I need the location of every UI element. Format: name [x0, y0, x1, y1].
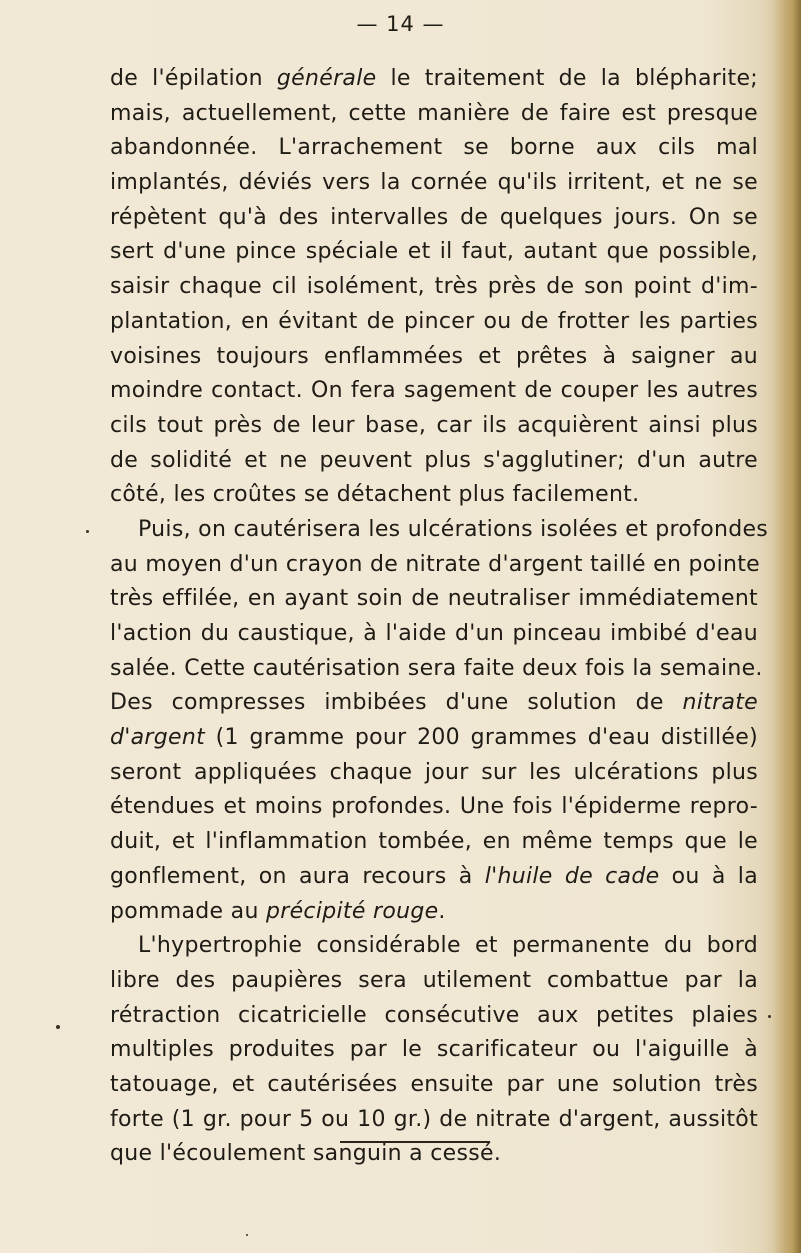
italic-run: générale — [276, 66, 377, 91]
text-line — [110, 478, 758, 513]
paper-speck — [768, 1015, 771, 1018]
text-run: seront appliquées chaque jour sur les ulcérations plus — [110, 759, 758, 785]
text-run: de l'épilation — [110, 66, 277, 91]
end-rule — [340, 1141, 490, 1143]
text-run: cils tout près de leur base, car ils acquièrent ainsi plus — [110, 412, 758, 438]
text-line — [110, 62, 758, 97]
italic-run: l'huile de cade — [484, 863, 660, 889]
text-line — [110, 235, 758, 270]
text-line — [110, 548, 758, 583]
text-run: (1 gramme pour 200 grammes d'eau distillée) — [205, 725, 758, 751]
text-run: forte (1 gr. pour 5 ou 10 gr.) de nitrate d'argent, aussitôt — [110, 1106, 758, 1132]
text-line — [110, 270, 758, 305]
paper-speck — [86, 530, 89, 533]
text-line — [110, 1033, 758, 1068]
text-run: l'action du caustique, à l'aide d'un pinceau imbibé d'eau — [110, 621, 758, 646]
text-run: gonflement, on aura recours à — [110, 863, 485, 889]
text-line — [110, 929, 758, 964]
text-run: saisir chaque cil isolément, très près de son point d'im- — [110, 274, 758, 300]
italic-run: précipité rouge — [265, 898, 439, 924]
text-line — [110, 860, 758, 895]
text-line — [110, 201, 758, 236]
text-run: salée. Cette cautérisation sera faite deux fois la semaine. — [110, 655, 763, 681]
text-line — [110, 617, 758, 652]
text-line — [110, 756, 758, 791]
text-run: implantés, déviés vers la cornée qu'ils irritent, et ne se — [110, 170, 758, 196]
italic-run: nitrate — [682, 690, 758, 716]
page-edge-shadow — [773, 0, 801, 1253]
text-line — [110, 721, 758, 756]
text-run: multiples produites par le scarificateur ou l'aiguille à — [110, 1037, 758, 1063]
text-run: Puis, on cautérisera les ulcérations isolées et profondes — [138, 516, 769, 542]
text-run: de solidité et ne peuvent plus s'agglutiner; d'un autre — [110, 447, 758, 473]
text-run: duit, et l'inflammation tombée, en même temps que le — [110, 829, 758, 855]
text-line — [110, 513, 769, 548]
page-number: — 14 — — [356, 12, 445, 36]
text-run: abandonnée. L'arrachement se borne aux cils mal — [110, 135, 758, 161]
text-run: pommade au — [110, 898, 266, 924]
text-run: libre des paupières sera utilement combattue par la — [110, 967, 758, 993]
text-line — [110, 444, 758, 479]
text-run: moindre contact. On fera sagement de couper les autres — [110, 378, 758, 404]
text-run: plantation, en évitant de pincer ou de frotter les parties — [110, 308, 758, 334]
body-text — [110, 62, 769, 1172]
text-line — [110, 374, 758, 409]
text-run: voisines toujours enflammées et prêtes à saigner au — [110, 343, 758, 369]
text-line — [110, 1068, 758, 1103]
text-run: Des compresses imbibées d'une solution de — [110, 690, 683, 716]
text-line — [110, 895, 758, 930]
paper-speck — [246, 1234, 248, 1236]
text-line — [110, 999, 758, 1034]
text-run: très effilée, en ayant soin de neutraliser immédiatement — [110, 586, 758, 612]
text-run: étendues et moins profondes. Une fois l'épiderme repro- — [110, 794, 758, 820]
text-run: tatouage, et cautérisées ensuite par une solution très — [110, 1071, 758, 1097]
text-line — [110, 582, 758, 617]
text-line — [110, 409, 758, 444]
text-run: L'hypertrophie considérable et permanente du bord — [138, 933, 758, 959]
italic-run: d'argent — [110, 725, 206, 751]
text-line — [110, 790, 758, 825]
text-run: que l'écoulement sanguin a cessé. — [110, 1141, 502, 1167]
text-run: rétraction cicatricielle consécutive aux petites plaies — [110, 1002, 758, 1028]
text-line — [110, 305, 758, 340]
text-line — [110, 1103, 758, 1138]
text-run: sert d'une pince spéciale et il faut, autant que possible, — [110, 239, 758, 265]
text-line — [110, 652, 763, 687]
text-run: le traitement de la blépharite; — [376, 66, 758, 91]
text-run: côté, les croûtes se détachent plus facilement. — [110, 482, 640, 508]
text-line — [110, 686, 758, 721]
text-run: . — [438, 898, 446, 924]
text-run: répètent qu'à des intervalles de quelques jours. On se — [110, 204, 758, 230]
text-line — [110, 97, 758, 132]
text-line — [110, 166, 758, 201]
text-run: au moyen d'un crayon de nitrate d'argent taillé en pointe — [110, 551, 760, 577]
text-line — [110, 131, 758, 166]
text-run: ou à la — [659, 863, 758, 889]
text-run: mais, actuellement, cette manière de faire est presque — [110, 100, 758, 126]
text-line — [110, 964, 758, 999]
text-line — [110, 825, 758, 860]
text-line — [110, 340, 758, 375]
paper-speck — [56, 1025, 60, 1029]
